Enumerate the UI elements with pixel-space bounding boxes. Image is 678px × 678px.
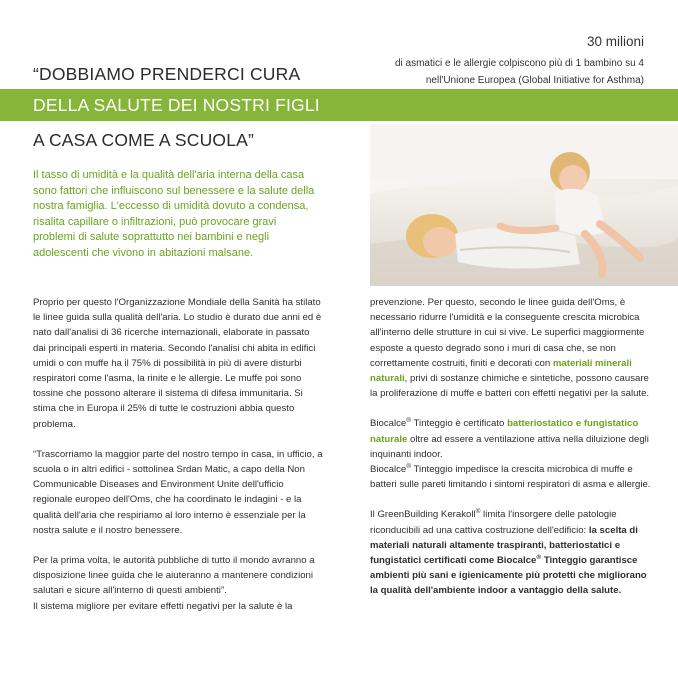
highlight-text: batteriostatico e fungistatico naturale bbox=[370, 418, 639, 445]
lead-paragraph: Il tasso di umidità e la qualità dell'aria interna della casa sono fattori che influiscono sul benessere e la salute della nostra famiglia. L'eccesso di umidità dovuto a condensa, risalita capillare o infiltrazioni, può provocare gravi problemi di salute soprattutto nei bambini e negli adolescenti che vivono in abitazioni malsane. bbox=[33, 169, 315, 259]
text: limita l'insorgere delle patologie riconducibili ad una cattiva costruzione dell'edificio: bbox=[370, 509, 617, 536]
paragraph bbox=[370, 295, 652, 401]
text: Tinteggio impedisce la crescita microbica di muffe e batteri sulle pareti limitando i sintomi respiratori di asma e allergie. bbox=[370, 464, 651, 491]
paragraph bbox=[370, 507, 652, 598]
registered-mark: ® bbox=[406, 462, 412, 470]
paragraph: “Trascorriamo la maggior parte del nostro tempo in casa, in ufficio, a scuola o in altri edifici - sottolinea Srdan Matic, a capo della Non Communicable Diseases and Environment Unite dell'ufficio regionale europeo dell'Oms, che ha coordinato le indagini - e la qualità dell'aria che respiriamo al loro interno è essenziale per la nostra salute e il nostro benessere. bbox=[33, 448, 323, 536]
stat-number: 30 milioni bbox=[586, 34, 644, 49]
headline-line-1: “DOBBIAMO PRENDERCI CURA bbox=[33, 64, 301, 84]
text: Tinteggio è certificato bbox=[411, 418, 508, 430]
text: prevenzione. Per questo, secondo le linee guida dell'Oms, è necessario ridurre l'umidità e la conseguente crescita microbica all'interno delle strutture in cui si vive. Le superfici maggiormente esposte a questo degrado sono i muri di casa che, se non correttamente costruiti, finiti e decorati con bbox=[370, 297, 645, 369]
registered-mark: ® bbox=[536, 553, 542, 561]
paragraph bbox=[370, 462, 652, 492]
text: oltre ad essere a ventilazione attiva nella diluizione degli inquinanti indoor. bbox=[370, 433, 649, 460]
body-column-left bbox=[33, 295, 323, 629]
photo-mother-and-child bbox=[370, 124, 678, 286]
bold-text: Tinteggio garantisce ambienti più sani e igienicamente più protetti che migliorano la qualità dell'ambiente indoor a vantaggio della salute. bbox=[370, 555, 647, 597]
bold-text: la scelta di materiali naturali altamente traspiranti, batteriostatici e fungistatici certificati come Biocalce bbox=[370, 524, 638, 567]
paragraph: Il sistema migliore per evitare effetti negativi per la salute è la bbox=[33, 600, 293, 612]
body-column-right bbox=[370, 295, 652, 614]
paragraph bbox=[370, 416, 652, 462]
headline-line-2: DELLA SALUTE DEI NOSTRI FIGLI bbox=[33, 95, 320, 115]
stat-caption: di asmatici e le allergie colpiscono più di 1 bambino su 4 nell'Unione Europea (Global Initiative for Asthma) bbox=[394, 58, 644, 86]
brand-name: Biocalce bbox=[370, 464, 407, 476]
paragraph: Proprio per questo l'Organizzazione Mondiale della Sanità ha stilato le linee guida sulla qualità dell'aria. Lo studio è durato due anni ed è nato dall'analisi di 36 ricerche internazionali, elaborate in passato dai principali esperti in materia. Secondo l'analisi chi abita in edifici umidi o con muffe ha il 75% di possibilità in più di avere disturbi respiratori come l'asma, la rinite e le allergie. Le muffe poi sono tossine che possono alterare il sistema di difesa immunitaria. Si stima che in Europa il 25% di tutte le costruzioni abbia questo problema. bbox=[33, 297, 322, 430]
paragraph: Per la prima volta, le autorità pubbliche di tutto il mondo avranno a disposizione linee guida che le aiuteranno a mantenere condizioni salutari e sicure all'interno di questi ambienti”. bbox=[33, 555, 315, 597]
photo-illustration bbox=[370, 124, 678, 286]
highlight-text: materiali minerali naturali bbox=[370, 357, 632, 385]
text: , privi di sostanze chimiche e sintetiche, possono causare la proliferazione di muffe e batteri con effetti negativi per la salute. bbox=[370, 373, 650, 400]
registered-mark: ® bbox=[406, 417, 412, 425]
text: Il GreenBuilding Kerakoll bbox=[370, 509, 476, 521]
headline-line-3: A CASA COME A SCUOLA” bbox=[33, 130, 255, 150]
registered-mark: ® bbox=[475, 508, 481, 516]
brand-name: Biocalce bbox=[370, 418, 407, 430]
